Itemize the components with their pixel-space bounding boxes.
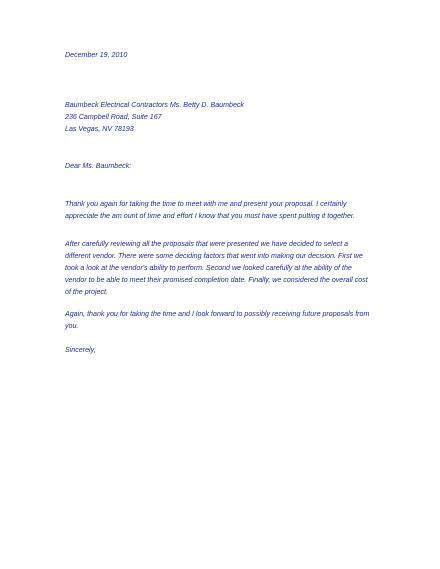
- paragraph-line: Again, thank you for taking the time and I look forward to possibly receiving future proposals from: [65, 310, 370, 318]
- paragraph-line: After carefully reviewing all the proposals that were presented we have decided to select a: [65, 240, 349, 248]
- date-text: December 19, 2010: [65, 51, 128, 59]
- paragraph-line: Thank you again for taking the time to meet with me and present your proposal. I certainly: [65, 200, 347, 208]
- paragraph-line: of the project.: [65, 288, 108, 296]
- closing-text: Sincerely,: [65, 346, 96, 354]
- recipient-city-line: Las Vegas, NV 78193: [65, 125, 134, 133]
- paragraph-closing-thanks: [65, 308, 385, 332]
- letter-closing: [65, 344, 385, 356]
- paragraph-thanks: [65, 198, 385, 222]
- paragraph-decision: [65, 238, 385, 298]
- recipient-address: [65, 99, 385, 135]
- paragraph-line: you.: [65, 322, 79, 330]
- paragraph-line: different vendor. There were some deciding factors that went into making our decision. First we: [65, 252, 363, 260]
- letter-date: [65, 49, 385, 61]
- salutation-text: Dear Ms. Baumbeck:: [65, 162, 132, 170]
- recipient-street-line: 236 Campbell Road, Suite 167: [65, 113, 162, 121]
- recipient-name-line: Baumbeck Electrical Contractors Ms. Betty D. Baumbeck: [65, 101, 244, 109]
- paragraph-line: appreciate the am ount of time and effort I know that you must have spent putting it together.: [65, 212, 355, 220]
- salutation: [65, 160, 385, 172]
- paragraph-line: took a look at the vendor's ability to perform. Second we looked carefully at the ability of the: [65, 264, 352, 272]
- paragraph-line: vendor to be able to meet their promised completion date. Finally, we considered the overall cost: [65, 276, 368, 284]
